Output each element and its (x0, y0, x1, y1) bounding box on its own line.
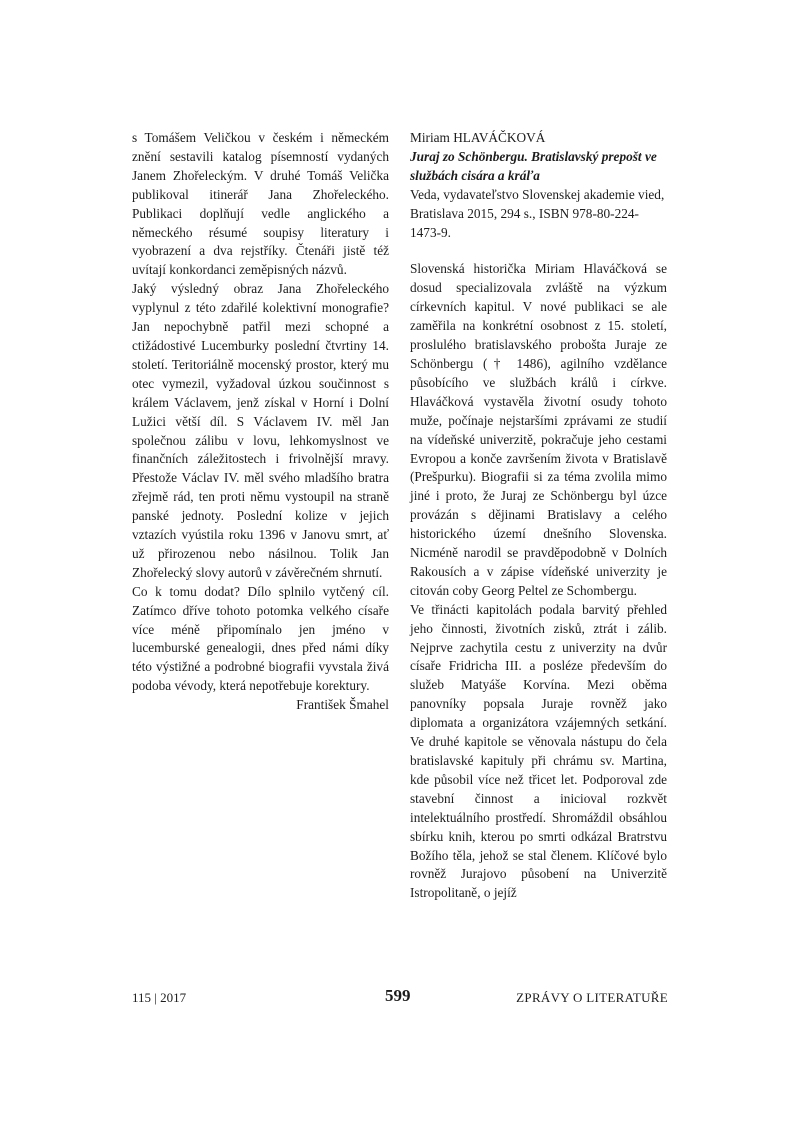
reviewer-signature: František Šmahel (296, 697, 389, 713)
body-paragraph: Ve třinácti kapitolách podala barvitý přehled jeho činnosti, životních zisků, ztrát i zálib. Nejprve zachytila cestu z univerzity na dvůr císaře Fridricha III. a posléze především do služeb Matyáše Korvína. Mezi oběma panovníky popsala Juraje rovněž jako diplomata a organizátora vzájemných setkání. Ve druhé kapitole se věnovala nástupu do čela bratislavské kapituly při chrámu sv. Martina, kde působil více než třicet let. Podporoval zde stavební činnost a inicioval rozkvět intelektuálního prostředí. Shromáždil obsáhlou sbírku knih, kterou po smrti odkázal Bratrstvu Božího těla, jehož se stal členem. Klíčové bylo rovněž Jurajovo působení na Univerzitě Istropolitaně, o jejíž (410, 601, 667, 901)
right-column (410, 129, 667, 903)
body-paragraph: Co k tomu dodat? Dílo splnilo vytčený cíl. Zatímco dříve tohoto potomka velkého císaře více méně připomínalo jen jméno v lucemburské genealogii, dnes před námi díky této výstižné a podrobné biografii vyvstala živá podoba vévody, která nepotřebuje korektury. (132, 583, 389, 694)
issue-label: 115 | 2017 (132, 990, 187, 1005)
body-paragraph: s Tomášem Veličkou v českém i německém znění sestavili katalog písemností vydaných Janem Zhořeleckým. V druhé Tomáš Velička publikoval itinerář Jana Zhořeleckého. Publikaci doplňují vedle anglického a německého résumé soupisy literatury i vyobrazení a dva rejstříky. Čtenáři jistě též uvítají konkordanci zeměpisných názvů. (132, 130, 389, 278)
body-paragraph: Slovenská historička Miriam Hlaváčková se dosud specializovala zvláště na výzkum církevních kapitul. V nové publikaci se ale zaměřila na konkrétní osobnost z 15. století, proslulého bratislavského proboštа Juraje ze Schönbergu († 1486), agilního vzdělance působícího ve službách králů i církve. Hlaváčková vystavěla životní osudy tohoto muže, počínaje nejstaršími zprávami ze studií na vídeňské univerzitě, pokračuje jeho cestami Evropou a konče završením života v Bratislavě (Prešpurku). Biografii si za téma zvolila mimo jiné i proto, že Juraj ze Schönbergu byl úzce provázán s dějinami Bratislavy a celého historického území dnešního Slovenska. Nicméně narodil se pravděpodobně v Dolních Rakousích a v zápise vídeňské univerzity je citován coby Georg Peltel ze Schombergu. (410, 261, 667, 598)
review-book-publication: Veda, vydavateľstvo Slovenskej akademie vied, Bratislava 2015, 294 s., ISBN 978-80-224-1473-9. (410, 186, 665, 240)
left-column (132, 129, 389, 715)
spacer (410, 242, 667, 260)
review-book-author: Miriam HLAVÁČKOVÁ (410, 130, 546, 145)
page-footer (132, 986, 668, 1010)
body-paragraph: Jaký výsledný obraz Jana Zhořeleckého vyplynul z této zdařilé kolektivní monografie? Jan nepochybně patřil mezi schopné a ctižádostivé Lucemburky poslední čtvrtiny 14. století. Teritoriálně mocenský prostor, který mu otec vymezil, vyžadoval úzkou součinnost s králem Václavem, jenž získal v Horní i Dolní Lužici větší díl. S Václavem IV. měl Jan společnou zálibu v lovu, lehkomyslnost ve finančních záležitostech i frivolnější mravy. Přestože Václav IV. měl svého mladšího bratra zřejmě rád, ten proti němu vystoupil na straně panské jednoty. Poslední kolize v jejich vztazích vyústila roku 1396 v Janovu smrt, ať už přirozenou nebo násilnou. Tolik Jan Zhořelecký slovy autorů v závěrečném shrnutí. (132, 281, 389, 580)
section-title: ZPRÁVY O LITERATUŘE (516, 990, 668, 1005)
review-book-title: Juraj zo Schönbergu. Bratislavský prepošt ve službách cisára a kráľa (410, 148, 657, 183)
page-number: 599 (385, 986, 411, 1005)
